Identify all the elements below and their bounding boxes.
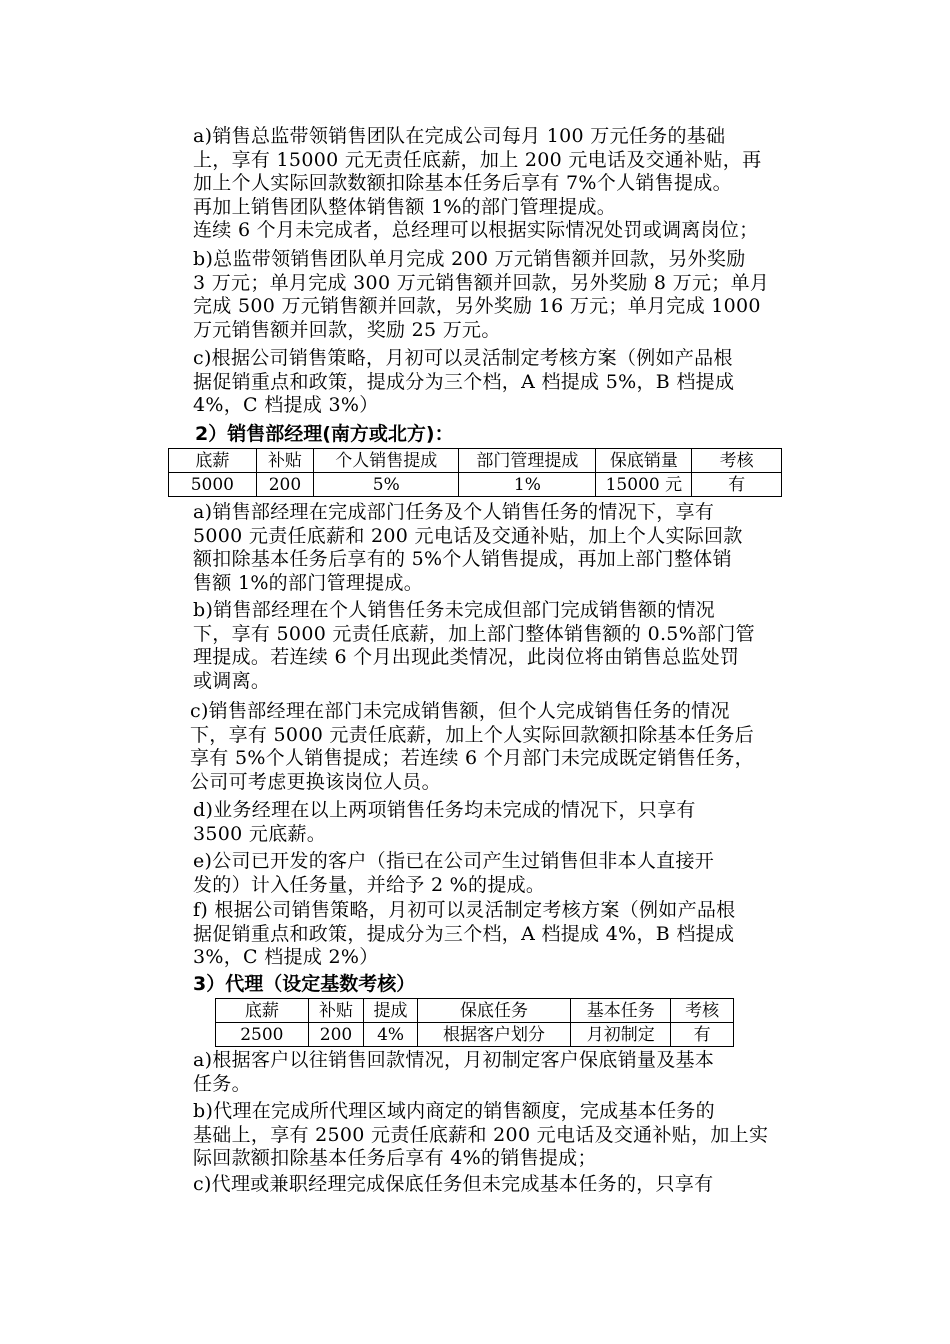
table-header-cell: 保底任务 (417, 999, 570, 1023)
text-line: 发的）计入任务量，并给予 2 %的提成。 (193, 873, 546, 896)
text-line: b)销售部经理在个人销售任务未完成但部门完成销售额的情况 (193, 599, 715, 621)
paragraph-director-a (193, 125, 808, 243)
table-cell: 有 (671, 1023, 734, 1047)
table-cell: 2500 (216, 1023, 309, 1047)
text-line: 下，享有 5000 元责任底薪，加上个人实际回款额扣除基本任务后 (190, 723, 755, 746)
paragraph-director-c (193, 347, 808, 418)
table-row (169, 473, 782, 497)
table-cell: 4% (364, 1023, 418, 1047)
table-header-row (216, 999, 734, 1023)
section-heading-agent: 3）代理（设定基数考核） (193, 973, 416, 995)
table-cell: 5% (314, 473, 459, 497)
text-line: d)业务经理在以上两项销售任务均未完成的情况下，只享有 (193, 799, 696, 821)
paragraph-manager-f (193, 899, 808, 970)
text-line: 任务。 (193, 1072, 251, 1095)
section-heading-sales-manager: 2）销售部经理(南方或北方)： (195, 423, 454, 445)
text-line: 据促销重点和政策，提成分为三个档，A 档提成 4%，B 档提成 (193, 922, 735, 945)
text-line: 4%，C 档提成 3%） (193, 394, 379, 416)
text-line: 据促销重点和政策，提成分为三个档，A 档提成 5%，B 档提成 (193, 370, 735, 393)
table-cell: 200 (256, 473, 313, 497)
text-line: a)根据客户以往销售回款情况，月初制定客户保底销量及基本 (193, 1049, 715, 1071)
text-line: c)代理或兼职经理完成保底任务但未完成基本任务的，只享有 (193, 1173, 714, 1195)
paragraph-director-b (193, 248, 808, 342)
table-cell: 15000 元 (596, 473, 692, 497)
table-header-cell: 基本任务 (571, 999, 671, 1023)
paragraph-manager-d (193, 799, 808, 846)
table-cell: 根据客户划分 (417, 1023, 570, 1047)
table-row (216, 1023, 734, 1047)
paragraph-agent-a (193, 1049, 808, 1096)
table-header-cell: 补贴 (256, 449, 313, 473)
table-header-cell: 考核 (671, 999, 734, 1023)
table-header-cell: 个人销售提成 (314, 449, 459, 473)
table-header-row (169, 449, 782, 473)
text-line: 3500 元底薪。 (193, 822, 327, 845)
text-line: 上，享有 15000 元无责任底薪，加上 200 元电话及交通补贴，再 (193, 148, 762, 171)
table-cell: 有 (692, 473, 782, 497)
text-line: 3%，C 档提成 2%） (193, 946, 379, 968)
table-header-cell: 底薪 (216, 999, 309, 1023)
table-header-cell: 部门管理提成 (459, 449, 596, 473)
text-line: 下，享有 5000 元责任底薪，加上部门整体销售额的 0.5%部门管 (193, 622, 755, 645)
paragraph-manager-a (193, 501, 808, 595)
text-line: 售额 1%的部门管理提成。 (193, 571, 424, 594)
table-header-cell: 保底销量 (596, 449, 692, 473)
table-cell: 5000 (169, 473, 257, 497)
paragraph-agent-c (193, 1173, 808, 1197)
text-line: 3 万元；单月完成 300 万元销售额并回款，另外奖励 8 万元；单月 (193, 271, 770, 294)
text-line: 或调离。 (193, 669, 271, 692)
table-header-cell: 提成 (364, 999, 418, 1023)
table-header-cell: 考核 (692, 449, 782, 473)
text-line: 5000 元责任底薪和 200 元电话及交通补贴，加上个人实际回款 (193, 524, 743, 547)
text-line: 完成 500 万元销售额并回款，另外奖励 16 万元；单月完成 1000 (193, 295, 761, 317)
text-line: f) 根据公司销售策略，月初可以灵活制定考核方案（例如产品根 (193, 899, 736, 921)
table-cell: 1% (459, 473, 596, 497)
text-line: e)公司已开发的客户（指已在公司产生过销售但非本人直接开 (193, 850, 715, 872)
paragraph-agent-b (193, 1100, 808, 1171)
paragraph-manager-e (193, 850, 808, 897)
table-header-cell: 底薪 (169, 449, 257, 473)
text-line: c)销售部经理在部门未完成销售额，但个人完成销售任务的情况 (190, 700, 730, 722)
text-line: 基础上，享有 2500 元责任底薪和 200 元电话及交通补贴，加上实 (193, 1123, 769, 1146)
table-cell: 200 (308, 1023, 364, 1047)
table-header-cell: 补贴 (308, 999, 364, 1023)
text-line: 再加上销售团队整体销售额 1%的部门管理提成。 (193, 195, 617, 218)
text-line: a)销售部经理在完成部门任务及个人销售任务的情况下，享有 (193, 501, 715, 523)
paragraph-manager-c (190, 700, 805, 794)
text-line: 额扣除基本任务后享有的 5%个人销售提成，再加上部门整体销 (193, 548, 732, 570)
text-line: b)总监带领销售团队单月完成 200 万元销售额并回款，另外奖励 (193, 248, 746, 270)
text-line: b)代理在完成所代理区域内商定的销售额度，完成基本任务的 (193, 1100, 715, 1122)
agent-table (215, 998, 734, 1047)
text-line: 万元销售额并回款，奖励 25 万元。 (193, 318, 501, 341)
text-line: 加上个人实际回款数额扣除基本任务后享有 7%个人销售提成。 (193, 172, 732, 194)
text-line: 享有 5%个人销售提成；若连续 6 个月部门未完成既定销售任务， (190, 747, 754, 769)
text-line: 理提成。若连续 6 个月出现此类情况，此岗位将由销售总监处罚 (193, 646, 740, 668)
text-line: 公司可考虑更换该岗位人员。 (190, 770, 441, 793)
paragraph-manager-b (193, 599, 808, 693)
text-line: a)销售总监带领销售团队在完成公司每月 100 万元任务的基础 (193, 125, 726, 147)
table-cell: 月初制定 (571, 1023, 671, 1047)
text-line: c)根据公司销售策略，月初可以灵活制定考核方案（例如产品根 (193, 347, 733, 369)
text-line: 连续 6 个月未完成者，总经理可以根据实际情况处罚或调离岗位； (193, 219, 759, 241)
sales-manager-table (168, 448, 782, 497)
text-line: 际回款额扣除基本任务后享有 4%的销售提成； (193, 1147, 597, 1169)
